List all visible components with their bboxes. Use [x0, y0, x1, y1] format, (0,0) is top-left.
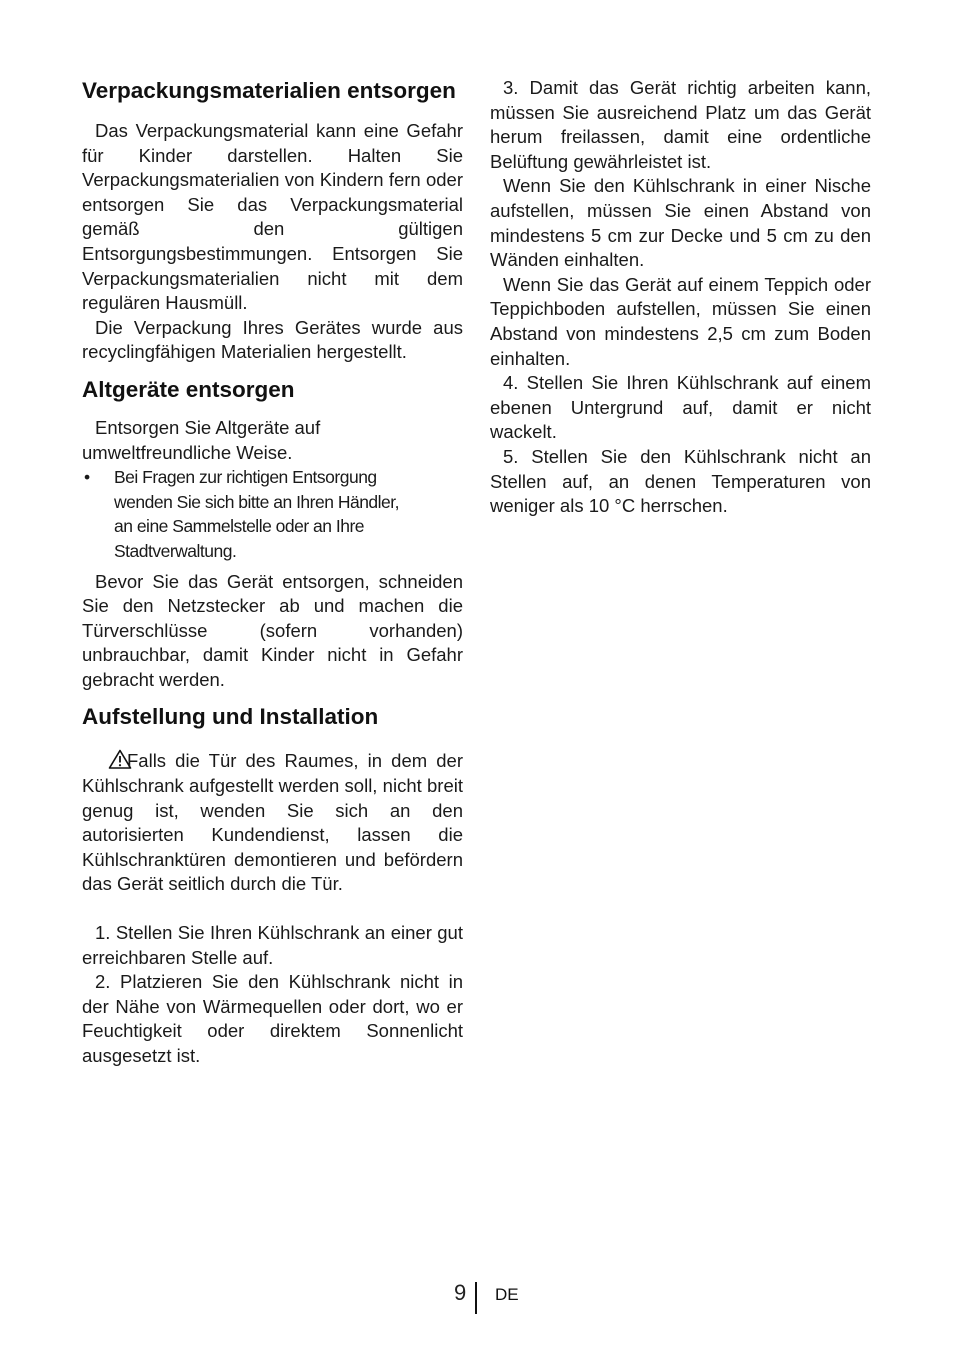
paragraph-schritt-3: 3. Damit das Gerät richtig arbeiten kann, müssen Sie ausreichend Platz um das Gerät herum freilassen, damit eine ordentliche Belüftung gewährleistet ist. [490, 77, 871, 172]
spacer [82, 897, 463, 921]
paragraph-altgeraete-intro [82, 416, 463, 465]
paragraph-verpackung-gefahr: Das Verpackungsmaterial kann eine Gefahr für Kinder darstellen. Halten Sie Verpackungsmaterialien von Kindern fern oder entsorgen Sie das Verpackungsmaterial gemäß den gültigen Entsorgungsbestimmungen. Entsorgen Sie Verpackungsmaterialien nicht mit dem regulären Hausmüll. [82, 120, 463, 314]
bullet-line: wenden Sie sich bitte an Ihren Händler, [114, 491, 399, 512]
language-code: DE [495, 1285, 519, 1304]
paragraph-schritt-5: 5. Stellen Sie den Kühlschrank nicht an Stellen auf, an denen Temperaturen von weniger als 10 °C herrschen. [490, 445, 871, 517]
paragraph-schritt-4: 4. Stellen Sie Ihren Kühlschrank auf einem ebenen Untergrund auf, damit er nicht wackelt. [490, 372, 871, 443]
paragraph-nische: Wenn Sie den Kühlschrank in einer Nische aufstellen, müssen Sie einen Abstand von mindestens 5 cm zur Decke und 5 cm zu den Wänden einhalten. [490, 175, 871, 271]
bullet-line: an eine Sammelstelle oder an Ihre [114, 516, 365, 537]
left-column [82, 76, 463, 1069]
warning-triangle-icon [95, 749, 119, 769]
warning-text: Falls die Tür des Raumes, in dem der Kühlschrank aufgestellt werden soll, nicht breit genug ist, wenden Sie sich an den autorisierten Kundendienst, lassen die Kühlschranktüren demontieren und befördern das Gerät seitlich durch die Tür. [82, 750, 463, 895]
heading-aufstellung: Aufstellung und Installation [82, 704, 379, 730]
list-item [82, 465, 463, 563]
paragraph-altgeraete-intro-line1: Entsorgen Sie Altgeräte auf [95, 416, 321, 438]
paragraph-warnhinweis [82, 749, 463, 897]
right-column [490, 76, 871, 519]
bullet-line: Bei Fragen zur richtigen Entsorgung [114, 467, 377, 488]
page-number: 9 [454, 1280, 467, 1305]
paragraph-schritt-2: 2. Platzieren Sie den Kühlschrank nicht in der Nähe von Wärmequellen oder dort, wo er Feuchtigkeit oder direktem Sonnenlicht ausgesetzt ist. [82, 971, 463, 1066]
bullet-list [82, 465, 463, 563]
paragraph-teppich: Wenn Sie das Gerät auf einem Teppich oder Teppichboden aufstellen, müssen Sie einen Abstand von mindestens 2,5 cm zum Boden einhalten. [490, 273, 871, 369]
paragraph-schritt-1: 1. Stellen Sie Ihren Kühlschrank an einer gut erreichbaren Stelle auf. [82, 922, 463, 968]
bullet-marker: • [84, 467, 90, 488]
bullet-line: Stadtverwaltung. [114, 540, 237, 561]
paragraph-netzstecker: Bevor Sie das Gerät entsorgen, schneiden Sie den Netzstecker ab und machen die Türverschlüsse (sofern vorhanden) unbrauchbar, damit Kinder nicht in Gefahr gebracht werden. [82, 570, 463, 690]
page-separator [475, 1282, 477, 1314]
paragraph-verpackung-recycling: Die Verpackung Ihres Gerätes wurde aus recyclingfähigen Materialien hergestellt. [82, 316, 463, 363]
paragraph-altgeraete-intro-line2: umweltfreundliche Weise. [82, 441, 293, 463]
heading-verpackungsmaterialien: Verpackungsmaterialien entsorgen [82, 78, 456, 103]
heading-altgeraete: Altgeräte entsorgen [82, 376, 295, 402]
